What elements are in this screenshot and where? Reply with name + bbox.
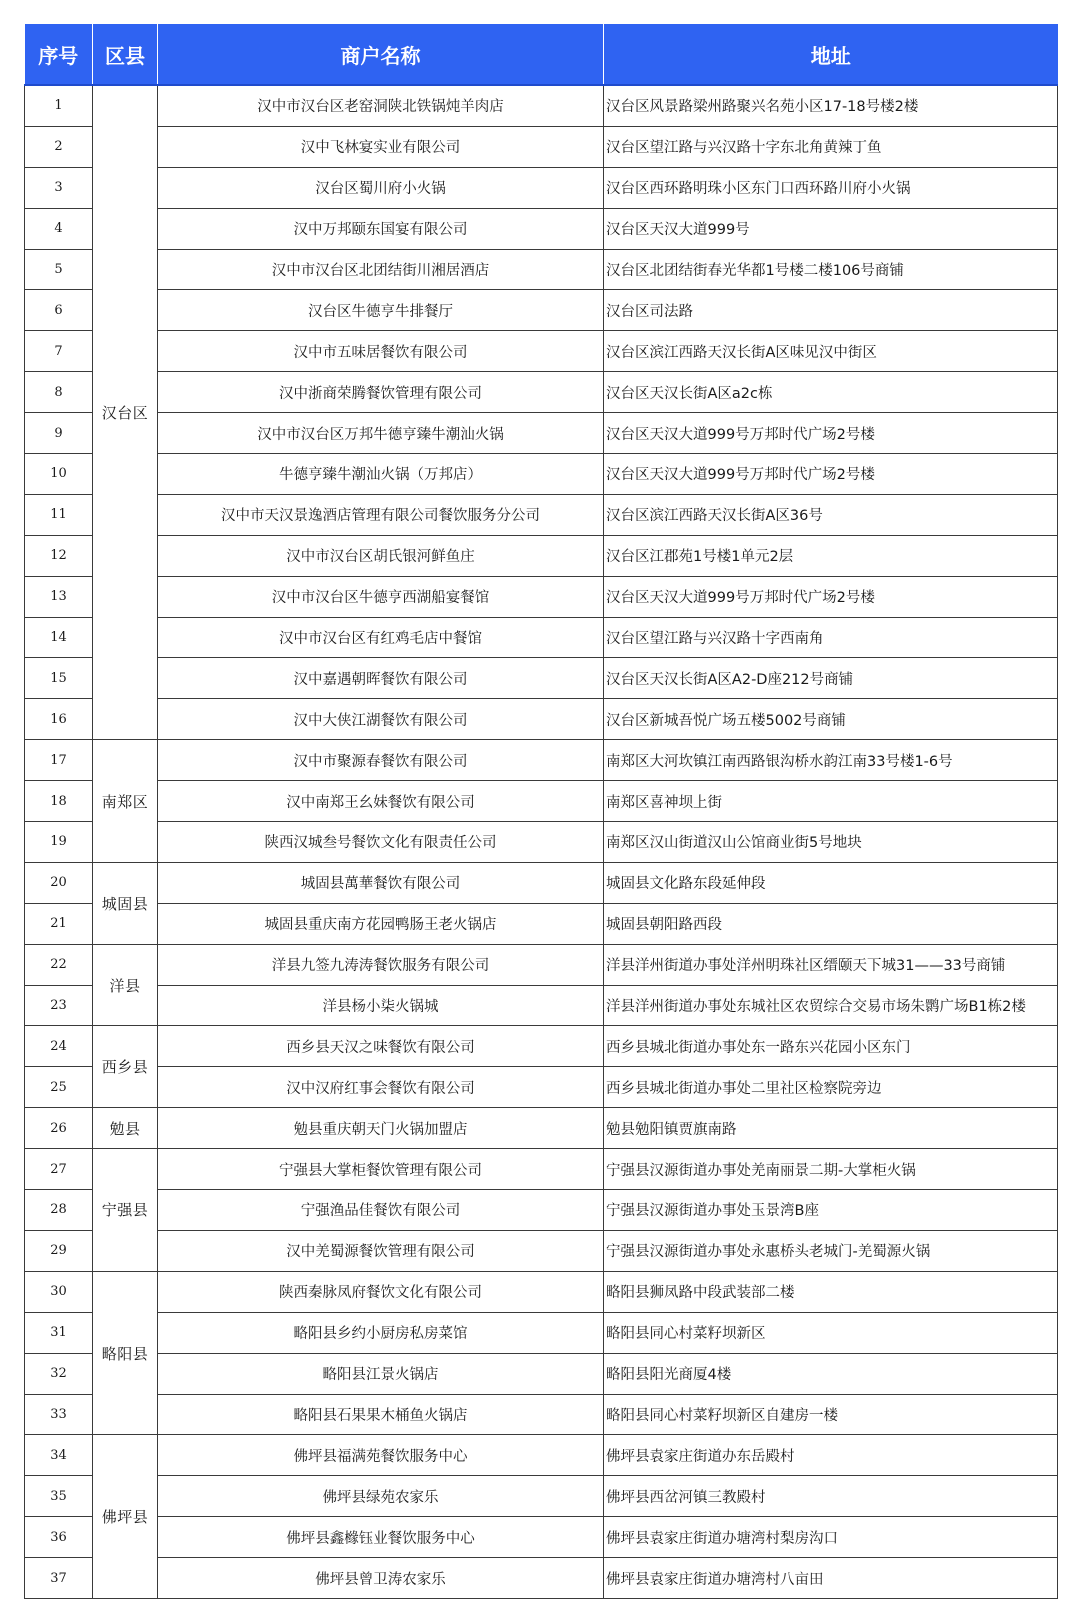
cell-address: 汉台区望江路与兴汉路十字东北角黄辣丁鱼 [604, 126, 1058, 167]
cell-number: 7 [25, 331, 93, 372]
header-number: 序号 [25, 24, 93, 85]
cell-number: 10 [25, 454, 93, 495]
cell-merchant-name: 略阳县石果果木桶鱼火锅店 [158, 1394, 604, 1435]
cell-address: 佛坪县袁家庄街道办塘湾村梨房沟口 [604, 1517, 1058, 1558]
cell-merchant-name: 汉中浙商荣腾餐饮管理有限公司 [158, 372, 604, 413]
cell-number: 16 [25, 699, 93, 740]
cell-number: 22 [25, 944, 93, 985]
table-row [25, 1026, 1058, 1067]
cell-merchant-name: 汉中大侠江湖餐饮有限公司 [158, 699, 604, 740]
cell-address: 宁强县汉源街道办事处羌南丽景二期-大掌柜火锅 [604, 1149, 1058, 1190]
cell-merchant-name: 汉台区蜀川府小火锅 [158, 167, 604, 208]
merchant-table [24, 24, 1058, 1599]
table-row [25, 1435, 1058, 1476]
cell-merchant-name: 汉中羌蜀源餐饮管理有限公司 [158, 1230, 604, 1271]
table-row [25, 167, 1058, 208]
cell-merchant-name: 佛坪县鑫橼钰业餐饮服务中心 [158, 1517, 604, 1558]
table-row [25, 740, 1058, 781]
table-row [25, 1476, 1058, 1517]
table-row [25, 822, 1058, 863]
cell-merchant-name: 洋县九签九涛涛餐饮服务有限公司 [158, 944, 604, 985]
table-row [25, 1230, 1058, 1271]
table-row [25, 658, 1058, 699]
cell-district: 勉县 [93, 1108, 158, 1149]
table-row [25, 1517, 1058, 1558]
cell-number: 20 [25, 862, 93, 903]
table-row [25, 494, 1058, 535]
cell-merchant-name: 佛坪县绿苑农家乐 [158, 1476, 604, 1517]
cell-district: 南郑区 [93, 740, 158, 863]
table-row [25, 413, 1058, 454]
cell-number: 26 [25, 1108, 93, 1149]
cell-address: 佛坪县袁家庄街道办塘湾村八亩田 [604, 1558, 1058, 1599]
cell-merchant-name: 陕西秦脉凤府餐饮文化有限公司 [158, 1271, 604, 1312]
cell-number: 14 [25, 617, 93, 658]
cell-address: 汉台区西环路明珠小区东门口西环路川府小火锅 [604, 167, 1058, 208]
cell-address: 西乡县城北街道办事处东一路东兴花园小区东门 [604, 1026, 1058, 1067]
cell-merchant-name: 汉中市汉台区老窑洞陕北铁锅炖羊肉店 [158, 85, 604, 126]
cell-number: 18 [25, 781, 93, 822]
cell-merchant-name: 汉中市五味居餐饮有限公司 [158, 331, 604, 372]
table-row [25, 985, 1058, 1026]
cell-address: 洋县洋州街道办事处东城社区农贸综合交易市场朱鹮广场B1栋2楼 [604, 985, 1058, 1026]
table-row [25, 944, 1058, 985]
cell-district: 汉台区 [93, 85, 158, 740]
cell-merchant-name: 洋县杨小柒火锅城 [158, 985, 604, 1026]
cell-address: 汉台区新城吾悦广场五楼5002号商铺 [604, 699, 1058, 740]
cell-address: 勉县勉阳镇贾旗南路 [604, 1108, 1058, 1149]
table-row [25, 1394, 1058, 1435]
cell-merchant-name: 汉中市天汉景逸酒店管理有限公司餐饮服务分公司 [158, 494, 604, 535]
cell-number: 1 [25, 85, 93, 126]
cell-address: 西乡县城北街道办事处二里社区检察院旁边 [604, 1067, 1058, 1108]
cell-district: 城固县 [93, 862, 158, 944]
table-row [25, 903, 1058, 944]
cell-merchant-name: 汉中市汉台区牛德亨西湖船宴餐馆 [158, 576, 604, 617]
table-row [25, 454, 1058, 495]
cell-address: 略阳县阳光商厦4楼 [604, 1353, 1058, 1394]
cell-merchant-name: 宁强县大掌柜餐饮管理有限公司 [158, 1149, 604, 1190]
cell-address: 汉台区天汉长街A区A2-D座212号商铺 [604, 658, 1058, 699]
cell-number: 3 [25, 167, 93, 208]
cell-district: 宁强县 [93, 1149, 158, 1272]
cell-number: 12 [25, 535, 93, 576]
cell-merchant-name: 汉中嘉遇朝晖餐饮有限公司 [158, 658, 604, 699]
cell-address: 佛坪县西岔河镇三教殿村 [604, 1476, 1058, 1517]
cell-number: 19 [25, 822, 93, 863]
cell-number: 17 [25, 740, 93, 781]
cell-merchant-name: 佛坪县福满苑餐饮服务中心 [158, 1435, 604, 1476]
cell-merchant-name: 汉中市汉台区北团结街川湘居酒店 [158, 249, 604, 290]
cell-number: 37 [25, 1558, 93, 1599]
cell-merchant-name: 汉中市汉台区有红鸡毛店中餐馆 [158, 617, 604, 658]
cell-number: 25 [25, 1067, 93, 1108]
cell-number: 32 [25, 1353, 93, 1394]
cell-number: 11 [25, 494, 93, 535]
cell-number: 33 [25, 1394, 93, 1435]
cell-number: 24 [25, 1026, 93, 1067]
table-row [25, 126, 1058, 167]
cell-address: 汉台区天汉大道999号万邦时代广场2号楼 [604, 454, 1058, 495]
cell-number: 36 [25, 1517, 93, 1558]
table-row [25, 1067, 1058, 1108]
cell-merchant-name: 牛德亨臻牛潮汕火锅（万邦店） [158, 454, 604, 495]
cell-number: 2 [25, 126, 93, 167]
cell-merchant-name: 西乡县天汉之味餐饮有限公司 [158, 1026, 604, 1067]
cell-number: 9 [25, 413, 93, 454]
cell-district: 略阳县 [93, 1271, 158, 1435]
table-row [25, 576, 1058, 617]
cell-district: 佛坪县 [93, 1435, 158, 1599]
cell-district: 洋县 [93, 944, 158, 1026]
cell-address: 略阳县狮凤路中段武装部二楼 [604, 1271, 1058, 1312]
cell-number: 6 [25, 290, 93, 331]
table-row [25, 617, 1058, 658]
cell-merchant-name: 汉中飞林宴实业有限公司 [158, 126, 604, 167]
header-address: 地址 [604, 24, 1058, 85]
cell-address: 宁强县汉源街道办事处玉景湾B座 [604, 1190, 1058, 1231]
cell-number: 31 [25, 1312, 93, 1353]
cell-merchant-name: 城固县萬華餐饮有限公司 [158, 862, 604, 903]
cell-merchant-name: 汉中市聚源春餐饮有限公司 [158, 740, 604, 781]
cell-number: 28 [25, 1190, 93, 1231]
table-row [25, 862, 1058, 903]
table-row [25, 208, 1058, 249]
cell-district: 西乡县 [93, 1026, 158, 1108]
cell-address: 汉台区北团结街春光华都1号楼二楼106号商铺 [604, 249, 1058, 290]
cell-number: 5 [25, 249, 93, 290]
cell-merchant-name: 城固县重庆南方花园鸭肠王老火锅店 [158, 903, 604, 944]
header-row [25, 24, 1058, 85]
cell-merchant-name: 略阳县江景火锅店 [158, 1353, 604, 1394]
table-row [25, 781, 1058, 822]
cell-address: 汉台区江郡苑1号楼1单元2层 [604, 535, 1058, 576]
table-row [25, 1190, 1058, 1231]
table-row [25, 535, 1058, 576]
header-district: 区县 [93, 24, 158, 85]
cell-address: 汉台区天汉大道999号万邦时代广场2号楼 [604, 576, 1058, 617]
table-row [25, 1271, 1058, 1312]
table-row [25, 331, 1058, 372]
cell-merchant-name: 汉中万邦颐东国宴有限公司 [158, 208, 604, 249]
cell-merchant-name: 陕西汉城叁号餐饮文化有限责任公司 [158, 822, 604, 863]
cell-number: 34 [25, 1435, 93, 1476]
cell-address: 城固县文化路东段延伸段 [604, 862, 1058, 903]
cell-merchant-name: 汉中市汉台区万邦牛德亨臻牛潮汕火锅 [158, 413, 604, 454]
cell-merchant-name: 汉中市汉台区胡氏银河鲜鱼庄 [158, 535, 604, 576]
cell-number: 8 [25, 372, 93, 413]
cell-address: 汉台区滨江西路天汉长街A区味见汉中街区 [604, 331, 1058, 372]
table-row [25, 1558, 1058, 1599]
cell-address: 汉台区风景路梁州路聚兴名苑小区17-18号楼2楼 [604, 85, 1058, 126]
cell-address: 宁强县汉源街道办事处永惠桥头老城门-羌蜀源火锅 [604, 1230, 1058, 1271]
cell-address: 城固县朝阳路西段 [604, 903, 1058, 944]
table-header [25, 24, 1058, 85]
cell-merchant-name: 佛坪县曾卫涛农家乐 [158, 1558, 604, 1599]
cell-number: 30 [25, 1271, 93, 1312]
cell-number: 29 [25, 1230, 93, 1271]
table-row [25, 1149, 1058, 1190]
header-merchant-name: 商户名称 [158, 24, 604, 85]
table-row [25, 1353, 1058, 1394]
cell-merchant-name: 略阳县乡约小厨房私房菜馆 [158, 1312, 604, 1353]
cell-merchant-name: 宁强渔品佳餐饮有限公司 [158, 1190, 604, 1231]
cell-address: 南郑区汉山街道汉山公馆商业街5号地块 [604, 822, 1058, 863]
cell-number: 15 [25, 658, 93, 699]
cell-merchant-name: 勉县重庆朝天门火锅加盟店 [158, 1108, 604, 1149]
table-row [25, 1108, 1058, 1149]
cell-address: 佛坪县袁家庄街道办东岳殿村 [604, 1435, 1058, 1476]
table-row [25, 249, 1058, 290]
cell-address: 汉台区天汉大道999号 [604, 208, 1058, 249]
cell-merchant-name: 汉中南郑王幺妹餐饮有限公司 [158, 781, 604, 822]
cell-number: 27 [25, 1149, 93, 1190]
cell-address: 南郑区喜神坝上街 [604, 781, 1058, 822]
cell-address: 汉台区司法路 [604, 290, 1058, 331]
cell-merchant-name: 汉中汉府红事会餐饮有限公司 [158, 1067, 604, 1108]
cell-number: 23 [25, 985, 93, 1026]
cell-number: 4 [25, 208, 93, 249]
cell-number: 35 [25, 1476, 93, 1517]
cell-address: 洋县洋州街道办事处洋州明珠社区缙颐天下城31——33号商铺 [604, 944, 1058, 985]
cell-address: 南郑区大河坎镇江南西路银沟桥水韵江南33号楼1-6号 [604, 740, 1058, 781]
cell-address: 汉台区天汉长街A区a2c栋 [604, 372, 1058, 413]
table-row [25, 85, 1058, 126]
cell-number: 21 [25, 903, 93, 944]
cell-address: 略阳县同心村菜籽坝新区 [604, 1312, 1058, 1353]
table-row [25, 290, 1058, 331]
table-row [25, 372, 1058, 413]
cell-address: 略阳县同心村菜籽坝新区自建房一楼 [604, 1394, 1058, 1435]
cell-number: 13 [25, 576, 93, 617]
cell-address: 汉台区天汉大道999号万邦时代广场2号楼 [604, 413, 1058, 454]
cell-address: 汉台区滨江西路天汉长街A区36号 [604, 494, 1058, 535]
cell-address: 汉台区望江路与兴汉路十字西南角 [604, 617, 1058, 658]
table-row [25, 699, 1058, 740]
table-body [25, 85, 1058, 1598]
table-row [25, 1312, 1058, 1353]
cell-merchant-name: 汉台区牛德亨牛排餐厅 [158, 290, 604, 331]
